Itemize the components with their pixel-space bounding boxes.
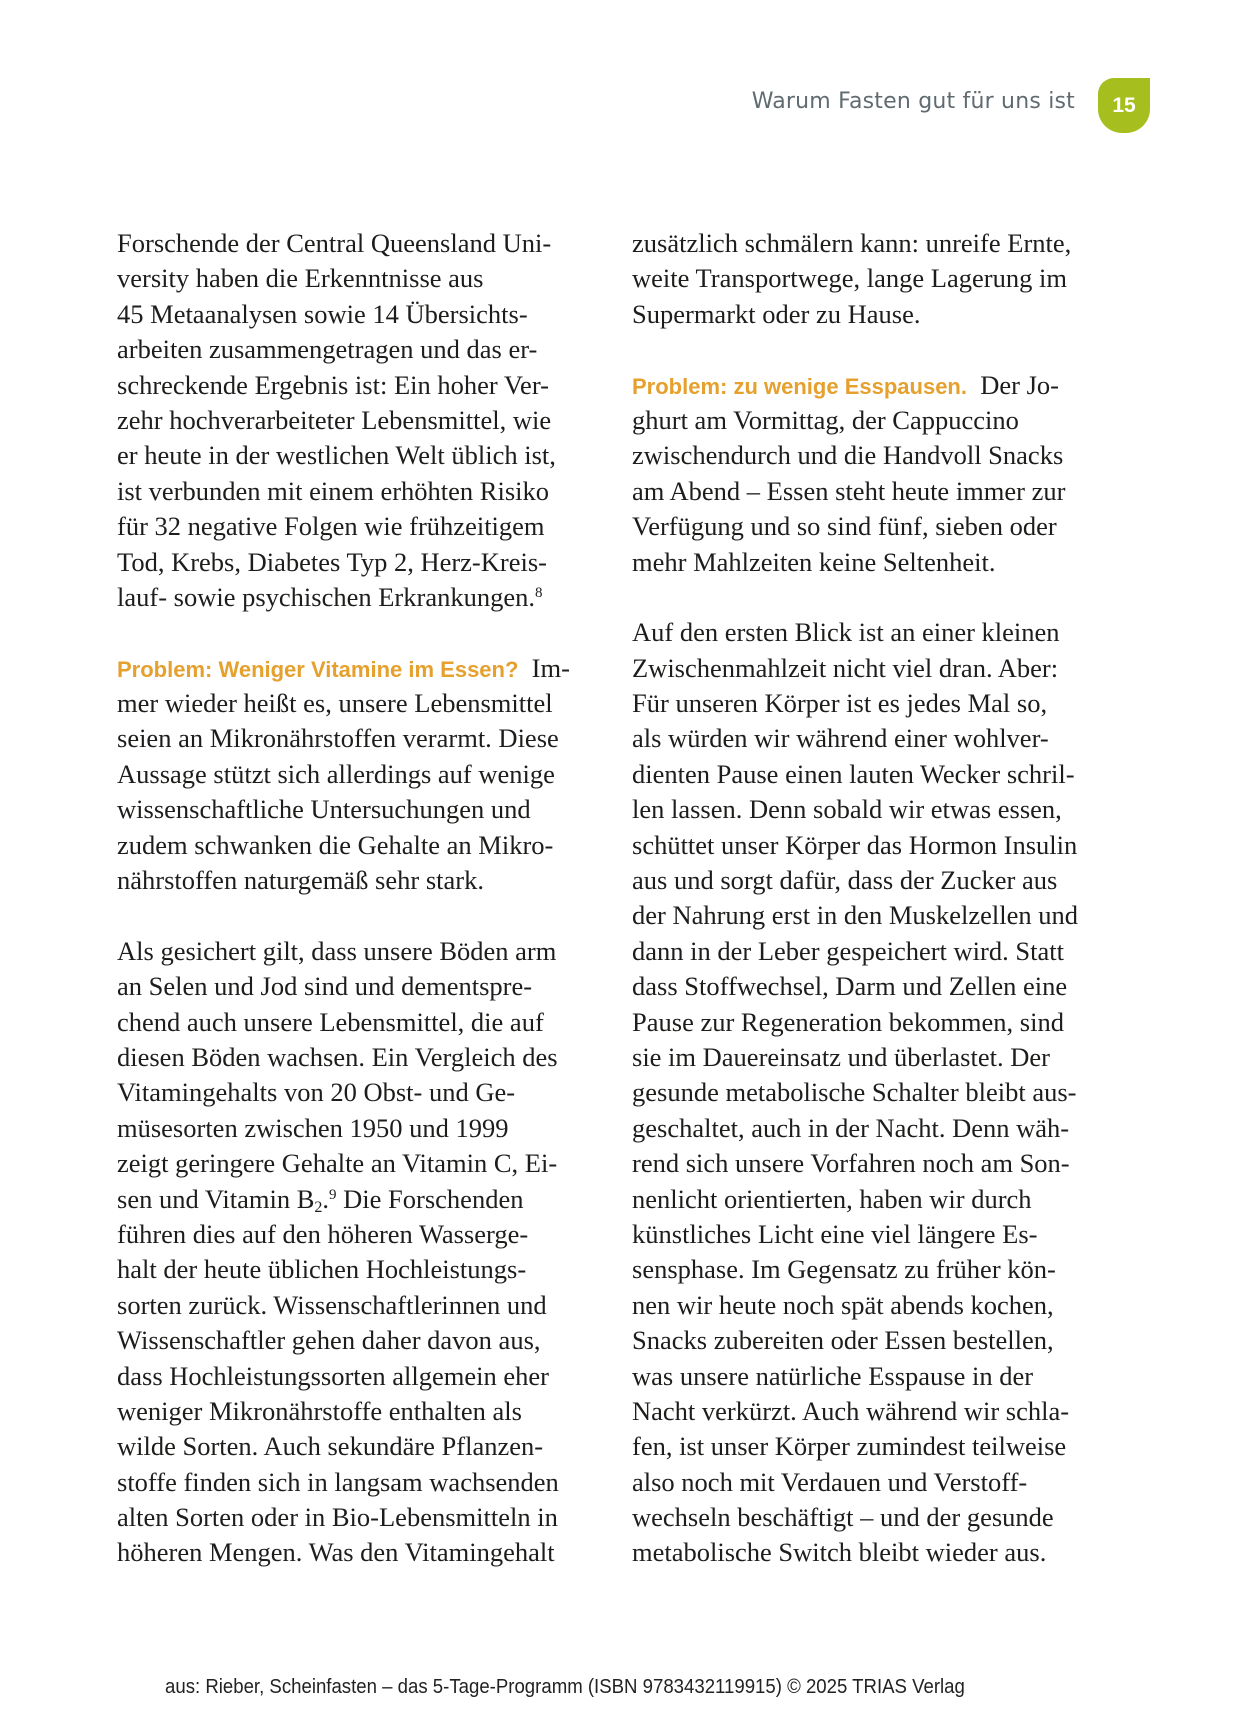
text-line: wechseln beschäftigt – und der gesunde [632, 1502, 1054, 1533]
text-line: gesunde metabolische Schalter bleibt aus- [632, 1077, 1077, 1108]
text-line: versity haben die Erkenntnisse aus [117, 263, 484, 294]
text-segment: Die Forschenden [336, 1183, 524, 1214]
text-line: Nacht verkürzt. Auch während wir schla- [632, 1395, 1070, 1426]
text-line: dann in der Leber gespeichert wird. Statt [632, 935, 1064, 966]
text-line: er heute in der westlichen Welt üblich ist, [117, 440, 556, 471]
text-line: als würden wir während einer wohlver- [632, 723, 1049, 754]
text-line: führen dies auf den höheren Wasserge- [117, 1218, 529, 1249]
text-line: diesen Böden wachsen. Ein Vergleich des [117, 1041, 558, 1072]
text-line: wissenschaftliche Untersuchungen und [117, 794, 531, 825]
footnote-ref: 8 [534, 584, 543, 601]
text-line: rend sich unsere Vorfahren noch am Son- [632, 1148, 1070, 1179]
text-line [117, 580, 617, 615]
text-line: sensphase. Im Gegensatz zu früher kön- [632, 1254, 1056, 1285]
left-column [117, 226, 617, 1571]
text-line: zehr hochverarbeiteter Lebensmittel, wie [117, 404, 552, 435]
text-line: Zwischenmahlzeit nicht viel dran. Aber: [632, 652, 1059, 683]
text-line: weniger Mikronährstoffe enthalten als [117, 1395, 522, 1426]
text-line: geschaltet, auch in der Nacht. Denn wäh- [632, 1112, 1070, 1143]
text-line: der Nahrung erst in den Muskelzellen und [632, 900, 1078, 931]
text-line: stoffe finden sich in langsam wachsenden [117, 1466, 559, 1497]
text-line: dass Hochleistungssorten allgemein eher [117, 1360, 549, 1391]
subscript: 2 [314, 1198, 323, 1216]
text-line: an Selen und Jod sind und dementspre- [117, 971, 533, 1002]
text-line: mer wieder heißt es, unsere Lebensmittel [117, 688, 553, 719]
paragraph-gap [117, 898, 617, 933]
text-line: metabolische Switch bleibt wieder aus. [632, 1537, 1047, 1568]
text-line: dass Stoffwechsel, Darm und Zellen eine [632, 971, 1068, 1002]
text-line: ist verbunden mit einem erhöhten Risiko [117, 475, 550, 506]
text-line: aus und sorgt dafür, dass der Zucker aus [632, 865, 1058, 896]
text-line: nen wir heute noch spät abends kochen, [632, 1289, 1054, 1320]
text-line: dienten Pause einen lauten Wecker schril- [632, 758, 1075, 789]
right-column [632, 226, 1132, 1571]
text-line: Snacks zubereiten oder Essen bestellen, [632, 1325, 1054, 1356]
paragraph-gap [632, 580, 1132, 615]
text-line: Wissenschaftler gehen daher davon aus, [117, 1325, 541, 1356]
text-segment: lauf- sowie psychischen Erkrankungen. [117, 581, 535, 612]
text-line: nenlicht orientierten, haben wir durch [632, 1183, 1032, 1214]
text-segment: Der Jo- [966, 369, 1059, 400]
text-line: also noch mit Verdauen und Verstoff- [632, 1466, 1028, 1497]
page-number-badge: 15 [1098, 78, 1150, 133]
text-line: Als gesichert gilt, dass unsere Böden arm [117, 935, 557, 966]
text-line: fen, ist unser Körper zumindest teilweise [632, 1431, 1067, 1462]
text-line: Auf den ersten Blick ist an einer kleinen [632, 617, 1060, 648]
text-line: 45 Metaanalysen sowie 14 Übersichts- [117, 298, 528, 329]
text-line: ghurt am Vormittag, der Cappuccino [632, 404, 1019, 435]
text-line: sorten zurück. Wissenschaftlerinnen und [117, 1289, 547, 1320]
running-title: Warum Fasten gut für uns ist [751, 89, 1075, 114]
text-line: Verfügung und so sind fünf, sieben oder [632, 511, 1057, 542]
text-line [117, 651, 617, 686]
text-line: chend auch unsere Lebensmittel, die auf [117, 1006, 544, 1037]
text-line: Supermarkt oder zu Hause. [632, 298, 921, 329]
text-line: mehr Mahlzeiten keine Seltenheit. [632, 546, 996, 577]
text-line: Tod, Krebs, Diabetes Typ 2, Herz-Kreis- [117, 546, 547, 577]
text-line: künstliches Licht eine viel längere Es- [632, 1218, 1038, 1249]
text-line: Aussage stützt sich allerdings auf wenige [117, 758, 555, 789]
text-line: müsesorten zwischen 1950 und 1999 [117, 1112, 509, 1143]
text-segment: sen und Vitamin B [117, 1183, 315, 1214]
text-line: wilde Sorten. Auch sekundäre Pflanzen- [117, 1431, 544, 1462]
text-line: Vitamingehalts von 20 Obst- und Ge- [117, 1077, 516, 1108]
source-footer: aus: Rieber, Scheinfasten – das 5-Tage-Programm (ISBN 9783432119915) © 2025 TRIAS Verlag [165, 1676, 965, 1698]
text-line: alten Sorten oder in Bio-Lebensmitteln in [117, 1502, 558, 1533]
text-line: arbeiten zusammengetragen und das er- [117, 334, 538, 365]
text-line: zwischendurch und die Handvoll Snacks [632, 440, 1064, 471]
text-line: zudem schwanken die Gehalte an Mikro- [117, 829, 554, 860]
text-line [117, 1182, 617, 1217]
paragraph-gap [117, 615, 617, 650]
footnote-ref: 9 [329, 1186, 337, 1203]
text-segment: . [322, 1183, 330, 1214]
text-line: seien an Mikronährstoffen verarmt. Diese [117, 723, 559, 754]
text-line: zeigt geringere Gehalte an Vitamin C, Ei- [117, 1148, 558, 1179]
text-line: len lassen. Denn sobald wir etwas essen, [632, 794, 1062, 825]
text-line: nährstoffen naturgemäß sehr stark. [117, 865, 484, 896]
text-line: Forschende der Central Queensland Uni- [117, 228, 552, 258]
text-line: für 32 negative Folgen wie frühzeitigem [117, 511, 545, 542]
text-line: Für unseren Körper ist es jedes Mal so, [632, 688, 1048, 719]
text-line: schüttet unser Körper das Hormon Insulin [632, 829, 1078, 860]
section-heading: Problem: Weniger Vitamine im Essen? [117, 656, 519, 682]
text-line: Pause zur Regeneration bekommen, sind [632, 1006, 1064, 1037]
text-line [632, 368, 1132, 403]
section-heading: Problem: zu wenige Esspausen. [632, 373, 967, 399]
text-segment: Im- [518, 652, 570, 683]
text-line: was unsere natürliche Esspause in der [632, 1360, 1034, 1391]
text-line: sie im Dauereinsatz und überlastet. Der [632, 1041, 1050, 1072]
text-line: am Abend – Essen steht heute immer zur [632, 475, 1066, 506]
text-line: schreckende Ergebnis ist: Ein hoher Ver- [117, 369, 549, 400]
paragraph-gap [632, 332, 1132, 367]
text-line: weite Transportwege, lange Lagerung im [632, 263, 1067, 294]
text-line: höheren Mengen. Was den Vitamingehalt [117, 1537, 555, 1568]
text-line: zusätzlich schmälern kann: unreife Ernte, [632, 228, 1072, 258]
text-line: halt der heute üblichen Hochleistungs- [117, 1254, 527, 1285]
